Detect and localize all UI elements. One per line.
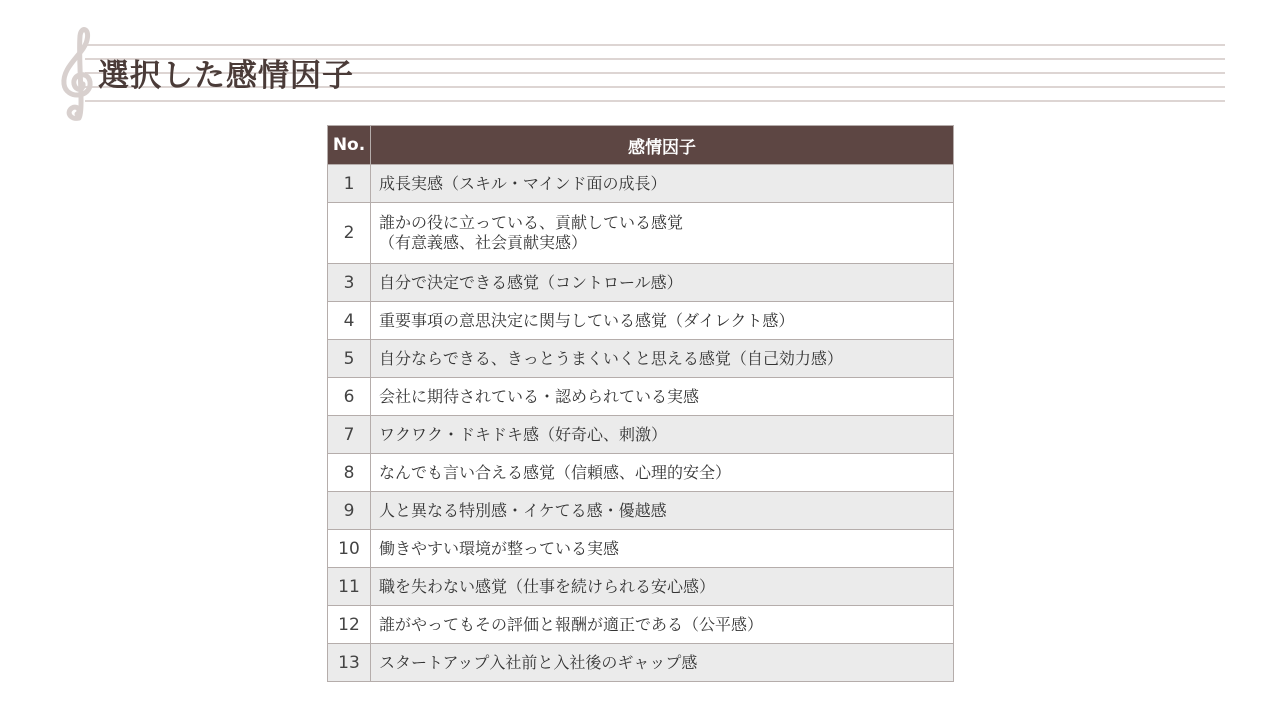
row-number: 9: [328, 492, 371, 530]
table-row: [328, 644, 954, 682]
row-number: 8: [328, 454, 371, 492]
table-row: [328, 264, 954, 302]
table-row: [328, 165, 954, 203]
factor-text: 自分で決定できる感覚（コントロール感）: [371, 264, 954, 302]
factor-text: 働きやすい環境が整っている実感: [371, 530, 954, 568]
factor-text: ワクワク・ドキドキ感（好奇心、刺激）: [371, 416, 954, 454]
row-number: 1: [328, 165, 371, 203]
table-row: [328, 416, 954, 454]
table-row: [328, 454, 954, 492]
factor-text: 重要事項の意思決定に関与している感覚（ダイレクト感）: [371, 302, 954, 340]
staff-line: [85, 100, 1225, 102]
staff-line: [85, 44, 1225, 46]
table-row: [328, 340, 954, 378]
row-number: 5: [328, 340, 371, 378]
row-number: 4: [328, 302, 371, 340]
table-row: [328, 568, 954, 606]
row-number: 3: [328, 264, 371, 302]
row-number: 10: [328, 530, 371, 568]
slide-title: 選択した感情因子: [98, 58, 354, 94]
row-number: 13: [328, 644, 371, 682]
header-factor: 感情因子: [371, 126, 954, 165]
table-row: [328, 378, 954, 416]
table-header-row: [328, 126, 954, 165]
table-row: [328, 302, 954, 340]
table-row: [328, 606, 954, 644]
table-row: [328, 530, 954, 568]
row-number: 2: [328, 203, 371, 264]
factor-text: 自分ならできる、きっとうまくいくと思える感覚（自己効力感）: [371, 340, 954, 378]
slide-header: [0, 0, 1280, 125]
factor-text: 誰がやってもその評価と報酬が適正である（公平感）: [371, 606, 954, 644]
factor-text: 成長実感（スキル・マインド面の成長）: [371, 165, 954, 203]
factor-text: 職を失わない感覚（仕事を続けられる安心感）: [371, 568, 954, 606]
factor-text: スタートアップ入社前と入社後のギャップ感: [371, 644, 954, 682]
row-number: 7: [328, 416, 371, 454]
row-number: 12: [328, 606, 371, 644]
row-number: 6: [328, 378, 371, 416]
treble-clef-icon: [52, 22, 102, 122]
table-row: [328, 203, 954, 264]
table-row: [328, 492, 954, 530]
factor-text: 誰かの役に立っている、貢献している感覚 （有意義感、社会貢献実感）: [371, 203, 954, 264]
factor-text: なんでも言い合える感覚（信頼感、心理的安全）: [371, 454, 954, 492]
row-number: 11: [328, 568, 371, 606]
factor-text: 会社に期待されている・認められている実感: [371, 378, 954, 416]
emotion-factor-table: [327, 125, 954, 682]
header-no: No.: [328, 126, 371, 165]
factor-text: 人と異なる特別感・イケてる感・優越感: [371, 492, 954, 530]
